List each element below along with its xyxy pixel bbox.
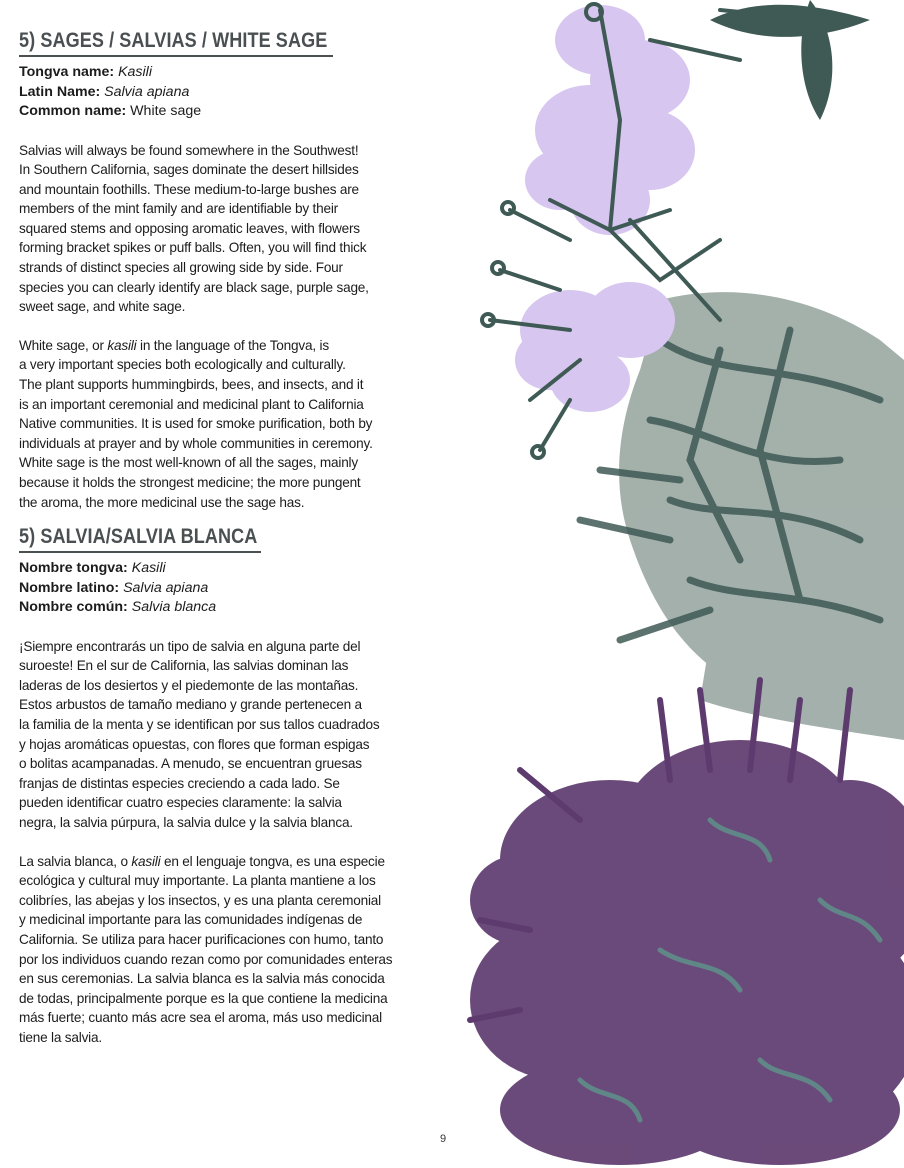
latin-name-value: Salvia apiana <box>123 579 209 596</box>
heading-underline <box>19 55 333 57</box>
paragraph-line: laderas de los desiertos y el piedemonte de las montañas. <box>19 677 359 693</box>
paragraph-line: de todas, principalmente porque es la que contiene la medicina <box>19 990 388 1006</box>
paragraph-line: squared stems and opposing aromatic leaves, with flowers <box>19 220 360 236</box>
tongva-name-value: Kasili <box>118 64 152 80</box>
text-column <box>19 28 434 1048</box>
white-sage-illustration <box>460 0 904 1168</box>
latin-name-label: Nombre latino: <box>19 579 120 596</box>
tongva-name-line <box>19 63 434 83</box>
latin-name-line <box>19 579 434 599</box>
paragraph-line: por los individuos cuando rezan como por comunidades enteras <box>19 951 393 967</box>
tongva-name-label: Tongva name: <box>19 64 115 80</box>
paragraph-line: colibríes, las abejas y los insectos, y es una planta ceremonial <box>19 892 381 908</box>
kasili-term: kasili <box>131 853 161 869</box>
purple-flower-mass <box>470 740 904 1165</box>
paragraph-line: pueden identificar cuatro especies claramente: la salvia <box>19 795 342 811</box>
latin-name-value: Salvia apiana <box>104 83 190 100</box>
paragraph-line: White sage, or kasili in the language of the Tongva, is <box>19 337 329 353</box>
paragraph-line: because it holds the strongest medicine; the more pungent <box>19 475 361 490</box>
paragraph-line: members of the mint family and are identifiable by their <box>19 201 338 217</box>
common-name-value: White sage <box>130 103 202 119</box>
paragraph-line: White sage is the most well-known of all the sages, mainly <box>19 455 358 471</box>
section-heading-english: 5) SAGES / SALVIAS / WHITE SAGE <box>19 28 328 52</box>
common-name-value: Salvia blanca <box>131 599 217 616</box>
paragraph-line: Estos arbustos de tamaño mediano y grande pertenecen a <box>19 697 362 713</box>
paragraph-line: The plant supports hummingbirds, bees, and insects, and it <box>19 377 364 393</box>
paragraph-line: In Southern California, sages dominate the desert hillsides <box>19 162 359 178</box>
paragraph-line: Salvias will always be found somewhere in the Southwest! <box>19 142 359 158</box>
paragraph-line: tiene la salvia. <box>19 1029 102 1045</box>
paragraph-line: negra, la salvia púrpura, la salvia dulce y la salvia blanca. <box>19 815 353 831</box>
paragraph-line: species you can clearly identify are black sage, purple sage, <box>19 279 369 295</box>
paragraph-line: Native communities. It is used for smoke purification, both by <box>19 416 373 432</box>
paragraph-line: franjas de distintas especies creciendo a cada lado. Se <box>19 775 340 791</box>
paragraph-line: ecológica y cultural muy importante. La planta mantiene a los <box>19 873 376 889</box>
heading-underline <box>19 551 261 553</box>
common-name-line <box>19 102 434 122</box>
paragraph-line: o bolitas acampanadas. A menudo, se encuentran gruesas <box>19 756 362 772</box>
paragraph-line: the aroma, the more medicinal use the sage has. <box>19 494 305 510</box>
english-paragraph-1 <box>19 141 434 317</box>
tongva-name-label: Nombre tongva: <box>19 560 128 577</box>
paragraph-line: strands of distinct species all growing side by side. Four <box>19 260 343 276</box>
spanish-section <box>19 524 434 1047</box>
common-name-line <box>19 598 434 618</box>
section-heading-spanish: 5) SALVIA/SALVIA BLANCA <box>19 524 258 549</box>
common-name-label: Nombre común: <box>19 599 128 616</box>
paragraph-line: y hojas aromáticas opuestas, con flores que forman espigas <box>19 736 370 752</box>
paragraph-line: and mountain foothills. These medium-to-large bushes are <box>19 181 359 197</box>
paragraph-line: más fuerte; cuanto más acre sea el aroma, más uso medicinal <box>19 1010 382 1026</box>
paragraph-line: La salvia blanca, o kasili en el lenguaje tongva, es una especie <box>19 853 385 869</box>
tongva-name-line <box>19 559 434 579</box>
paragraph-line: individuals at prayer and by whole communities in ceremony. <box>19 435 373 451</box>
paragraph-line: a very important species both ecologically and culturally. <box>19 357 346 373</box>
tongva-name-value: Kasili <box>131 560 166 577</box>
paragraph-line: forming bracket spikes or puff balls. Often, you will find thick <box>19 240 367 256</box>
page-number: 9 <box>440 1133 447 1145</box>
paragraph-line: la familia de la menta y se identifican por sus tallos cuadrados <box>19 717 380 733</box>
english-section <box>19 28 434 512</box>
paragraph-line: y medicinal importante para las comunidades indígenas de <box>19 912 363 928</box>
paragraph-line: suroeste! En el sur de California, las salvias dominan las <box>19 658 349 674</box>
spanish-paragraph-2 <box>19 852 434 1048</box>
latin-name-label: Latin Name: <box>19 83 101 100</box>
paragraph-line: en sus ceremonias. La salvia blanca es la salvia más conocida <box>19 971 385 987</box>
latin-name-line <box>19 83 434 103</box>
paragraph-line: is an important ceremonial and medicinal plant to California <box>19 396 364 412</box>
paragraph-line: sweet sage, and white sage. <box>19 299 186 315</box>
paragraph-line: ¡Siempre encontrarás un tipo de salvia en alguna parte del <box>19 638 361 654</box>
common-name-label: Common name: <box>19 103 127 119</box>
paragraph-line: California. Se utiliza para hacer purificaciones con humo, tanto <box>19 932 384 947</box>
spanish-paragraph-1 <box>19 637 434 833</box>
english-paragraph-2 <box>19 336 434 512</box>
kasili-term: kasili <box>107 337 137 353</box>
